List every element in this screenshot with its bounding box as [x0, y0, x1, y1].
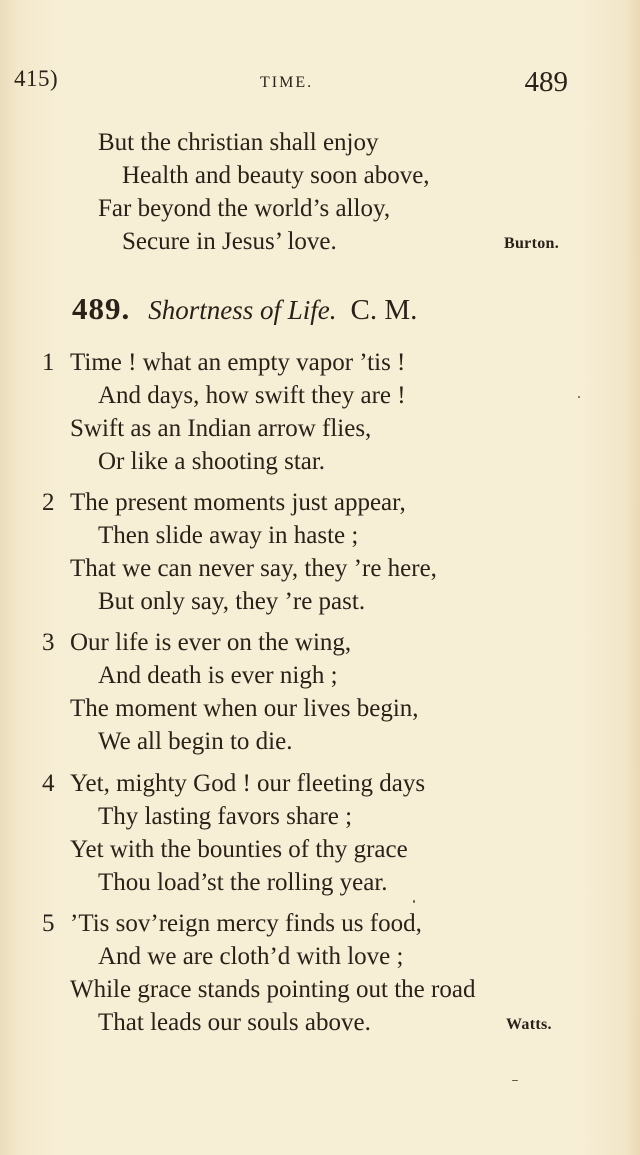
- header-section-number: 415): [14, 66, 59, 91]
- prev-line-1: But the christian shall enjoy: [98, 129, 379, 156]
- hymn-title: Shortness of Life.: [148, 295, 337, 325]
- prev-line-4: Secure in Jesus’ love.: [122, 228, 337, 255]
- prev-attribution: Burton.: [504, 235, 559, 252]
- verse-line: Our life is ever on the wing,: [70, 629, 352, 656]
- verse-line: Thou load’st the rolling year.: [98, 869, 388, 896]
- verse-line: And death is ever nigh ;: [98, 662, 338, 689]
- verse-number: 2: [42, 489, 55, 516]
- verse-line: Then slide away in haste ;: [98, 522, 359, 549]
- verse-line: And days, how swift they are !: [98, 382, 406, 409]
- verse-line: We all begin to die.: [98, 728, 293, 755]
- verse-line: That leads our souls above.: [98, 1009, 371, 1036]
- verse-line: ’Tis sov’reign mercy finds us food,: [70, 910, 422, 937]
- hymn-attribution: Watts.: [506, 1016, 552, 1033]
- verse-line: Or like a shooting star.: [98, 448, 326, 475]
- verse-line: The moment when our lives begin,: [70, 695, 419, 722]
- verse-line: But only say, they ’re past.: [98, 588, 366, 615]
- verse-line: That we can never say, they ’re here,: [70, 555, 437, 582]
- hymn-meter: C. M.: [350, 294, 418, 326]
- running-header: [0, 66, 640, 100]
- header-title: TIME.: [260, 74, 314, 91]
- paper-speck: [413, 900, 415, 903]
- prev-line-2: Health and beauty soon above,: [122, 162, 430, 189]
- verse-number: 5: [42, 910, 55, 937]
- verse-line: The present moments just appear,: [70, 489, 406, 516]
- verse-line: Thy lasting favors share ;: [98, 803, 353, 830]
- verse-number: 4: [42, 770, 55, 797]
- verse-number: 1: [42, 349, 55, 376]
- hymn-number: 489.: [72, 291, 131, 326]
- prev-line-3: Far beyond the world’s alloy,: [98, 195, 391, 222]
- verse-line: Swift as an Indian arrow flies,: [70, 415, 372, 442]
- verse-line: Time ! what an empty vapor ’tis !: [70, 349, 406, 376]
- verse-line: Yet with the bounties of thy grace: [70, 836, 408, 863]
- hymn-heading: [72, 291, 417, 331]
- verse-number: 3: [42, 629, 55, 656]
- verse-line: And we are cloth’d with love ;: [98, 943, 404, 970]
- verse-line: While grace stands pointing out the road: [70, 976, 476, 1003]
- verse-line: Yet, mighty God ! our fleeting days: [70, 770, 426, 797]
- header-page-number: 489: [524, 66, 568, 98]
- paper-speck: [512, 1080, 518, 1081]
- paper-speck: [578, 396, 580, 398]
